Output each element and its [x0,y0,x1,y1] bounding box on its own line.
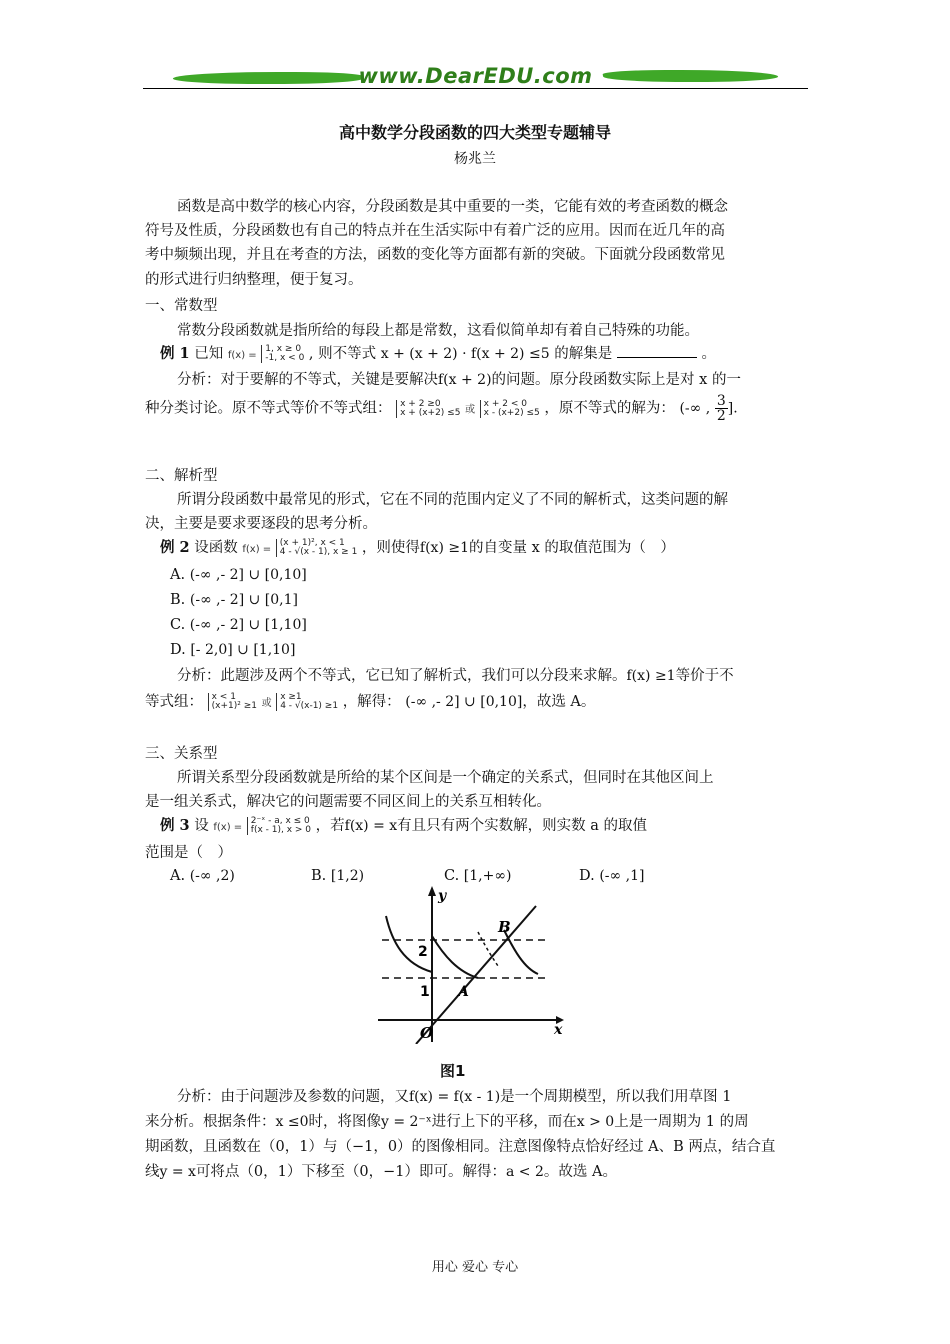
analysis-2-line-2 [145,690,595,716]
example-3-end: 有且只有两个实数解，则实数 a 的取值 [397,818,648,834]
analysis-3-line-2-pre: 来分析。根据条件： [145,1114,276,1130]
analysis-3-line-2 [145,1112,749,1132]
analysis-3-line-4-mid: 可将点（0，1）下移至（0，−1）即可。解得： [195,1164,506,1180]
header-rule [143,88,808,89]
analysis-2-expr: f(x) ≥1 [626,668,676,684]
point-a-label: A [458,984,469,1000]
analysis-2-line-2-pre: 等式组： [145,694,203,710]
x-axis-label: x [554,1022,563,1038]
answer-1-fraction [715,394,728,423]
section-2-desc-2: 决，主要是要求要逐段的思考分析。 [145,516,377,532]
example-1-post: 的解集是 [554,346,613,362]
analysis-1-pre: 分析：对于要解的不等式，关键是要解决 [177,372,438,388]
option-value: [- 2,0] ∪ [1,10] [190,642,296,658]
analysis-1-system-b [480,400,540,418]
section-3-desc-1: 所谓关系型分段函数就是所给的某个区间是一个确定的关系式，但同时在其他区间上 [177,770,714,786]
intro-line-1: 函数是高中数学的核心内容，分段函数是其中重要的一类，它能有效的考查函数的概念 [177,199,728,215]
analysis-3-line-2-post: 上是一周期为 1 的周 [614,1114,749,1130]
option-3-b[interactable] [311,866,364,886]
section-1-heading: 一、常数型 [145,298,218,314]
fraction-numerator: 3 [716,393,726,409]
example-2-end: 的自变量 x 的取值范围为（ ） [469,540,675,556]
analysis-3-expr-1: x ≤0 [275,1114,309,1130]
system-b-1: x ≥1 [280,692,302,702]
option-value: [1,2) [330,868,365,884]
example-2-line [160,538,675,560]
analysis-2-pre: 分析：此题涉及两个不等式，它已知了解析式，我们可以分段来求解。 [177,668,627,684]
example-3-line-2: 范围是（ ） [145,845,232,861]
option-2-c[interactable] [170,615,307,635]
analysis-3-pre: 分析：由于问题涉及参数的问题，又 [177,1089,409,1105]
y-axis-label: y [438,888,447,904]
point-b-label: B [498,918,511,936]
example-2-post: ，则使得 [361,540,420,556]
line-y-equals-x [416,906,536,1044]
analysis-2-system-a [208,693,257,711]
analysis-3-mid-1: 时，将图像 [308,1114,381,1130]
answer-1-right: ]. [727,400,738,417]
origin-label: O [420,1024,434,1042]
section-1-desc: 常数分段函数就是指所给的每段上都是常数，这看似简单却有着自己特殊的功能。 [177,323,699,339]
analysis-3-expr-2: y = 2⁻ˣ [380,1114,432,1130]
system-or: 或 [261,698,272,709]
example-2-inequality: f(x) ≥1 [419,540,469,556]
system-or: 或 [465,404,476,416]
analysis-3-line-4 [145,1162,617,1182]
option-label: C. [170,617,186,633]
example-3-piece-b: f(x - 1), x > 0 [250,825,312,835]
analysis-1-system-a [396,400,460,418]
analysis-2-line-2-mid: ，解得： [342,694,401,710]
system-b-2: x - (x+2) ≤5 [483,407,540,418]
site-logo[interactable]: www.DearEDU.com [358,64,593,88]
example-2-piece-a: (x + 1)², x < 1 [279,538,345,548]
system-a-2: (x+1)² ≥1 [211,701,257,711]
example-3-line [160,816,647,838]
intro-line-2: 符号及性质，分段函数也有自己的特点并在生活实际中有着广泛的应用。因而在近几年的高 [145,223,725,239]
system-b-1: x + 2 < 0 [483,398,527,409]
option-label: A. [170,868,186,884]
analysis-3-mid-2: 进行上下的平移，而在 [431,1114,577,1130]
section-3-heading: 三、关系型 [145,746,218,762]
example-2-func: f(x) = [242,544,272,555]
option-3-d[interactable] [579,866,644,886]
example-1-line [160,343,716,366]
example-3-piecewise [247,817,311,835]
option-3-a[interactable] [170,866,235,886]
analysis-2-system-b [276,693,338,711]
example-3-pre: 设 [194,818,209,834]
system-a-1: x < 1 [211,692,236,702]
fraction-denominator: 2 [716,408,726,424]
example-3-post: ，若 [315,818,345,834]
option-label: D. [170,642,186,658]
option-value: (-∞ ,1] [599,868,645,884]
curve-segment-middle [432,936,478,978]
figure-caption: 图1 [440,1062,466,1080]
option-2-d[interactable] [170,640,295,660]
example-1-answer-blank[interactable] [617,343,697,358]
analysis-1-line-1 [177,370,741,390]
example-1-piece-a: 1, x ≥ 0 [265,344,302,354]
answer-2: (-∞ ,- 2] ∪ [0,10] [405,694,523,710]
analysis-3-line-4-post: 。故选 A。 [543,1164,617,1180]
example-3-equation: f(x) = x [344,818,398,834]
example-1-label: 例 1 [160,345,190,362]
analysis-2-post: 等价于不 [675,668,734,684]
system-a-1: x + 2 ≥0 [400,398,441,409]
analysis-3-expr-4: y = x [159,1164,196,1180]
example-1-inequality: x + (x + 2) · f(x + 2) ≤5 [380,346,550,362]
option-value: (-∞ ,- 2] ∪ [0,1] [189,592,298,608]
section-3-desc-2: 是一组关系式，解决它的问题需要不同区间上的关系互相转化。 [145,794,551,810]
option-label: C. [444,868,460,884]
section-2-heading: 二、解析型 [145,468,218,484]
system-b-2: 4 - √(x-1) ≥1 [280,701,339,711]
answer-1-left: (-∞ , [679,400,711,417]
option-value: (-∞ ,- 2] ∪ [1,10] [189,617,307,633]
analysis-2-line-1 [177,666,734,686]
example-2-pre: 设函数 [194,540,238,556]
example-1-piecewise [261,345,304,363]
analysis-3-line-4-pre: 线 [145,1164,160,1180]
tick-label-1: 1 [420,984,430,1000]
analysis-1-line-2-pre: 种分类讨论。原不等式等价不等式组： [145,400,392,417]
option-label: B. [170,592,186,608]
analysis-1-post: 的问题。原分段函数实际上是对 x 的一 [491,372,741,388]
page-footer: 用心 爱心 专心 [431,1260,519,1275]
option-2-a[interactable] [170,565,307,585]
example-1-pre: 已知 [194,346,224,362]
intro-line-4: 的形式进行归纳整理，便于复习。 [145,272,363,288]
example-1-end: 。 [701,346,716,362]
analysis-1-line-2-mid: ，原不等式的解为： [544,400,675,417]
tick-label-2: 2 [418,944,428,960]
analysis-3-line-1 [177,1087,732,1107]
section-2-desc-1: 所谓分段函数中最常见的形式，它在不同的范围内定义了不同的解析式，这类问题的解 [177,492,728,508]
example-3-func: f(x) = [213,822,243,833]
analysis-3-line-3: 期函数，且函数在（0，1）与（−1，0）的图像相同。注意图像特点恰好经过 A、B 两点，结合直 [145,1139,776,1155]
y-axis-arrow [428,886,436,896]
analysis-3-expr-5: a < 2 [506,1164,544,1180]
example-1-piece-b: -1, x < 0 [265,353,305,363]
analysis-3-expr: f(x) = f(x - 1) [409,1089,501,1105]
system-a-2: x + (x+2) ≤5 [400,407,461,418]
example-3-piece-a: 2⁻ˣ - a, x ≤ 0 [250,816,310,826]
option-2-b[interactable] [170,590,298,610]
example-3-label: 例 3 [160,817,190,834]
example-2-piece-b: 4 - √(x - 1), x ≥ 1 [279,547,358,557]
option-3-c[interactable] [444,866,511,886]
document-title: 高中数学分段函数的四大类型专题辅导 [338,123,611,142]
option-label: D. [579,868,595,884]
example-2-label: 例 2 [160,539,190,556]
analysis-1-expr: f(x + 2) [438,372,492,388]
example-2-piecewise [276,539,358,557]
analysis-3-expr-3: x > 0 [576,1114,615,1130]
analysis-3-post: 是一个周期模型，所以我们用草图 1 [500,1089,732,1105]
option-value: (-∞ ,- 2] ∪ [0,10] [189,567,307,583]
option-value: (-∞ ,2) [189,868,235,884]
option-label: B. [311,868,327,884]
author-name: 杨兆兰 [454,151,496,167]
intro-line-3: 考中频频出现，并且在考查的方法，函数的变化等方面都有新的突破。下面就分段函数常见 [145,247,725,263]
example-1-func: f(x) = [227,350,257,361]
analysis-1-line-2 [145,394,738,424]
periodic-function-figure [378,884,578,1044]
example-1-mid: , 则不等式 [308,346,377,362]
analysis-2-line-2-end: ，故选 A。 [522,694,596,710]
option-value: [1,+∞) [463,868,512,884]
site-header [143,60,808,94]
option-label: A. [170,567,186,583]
